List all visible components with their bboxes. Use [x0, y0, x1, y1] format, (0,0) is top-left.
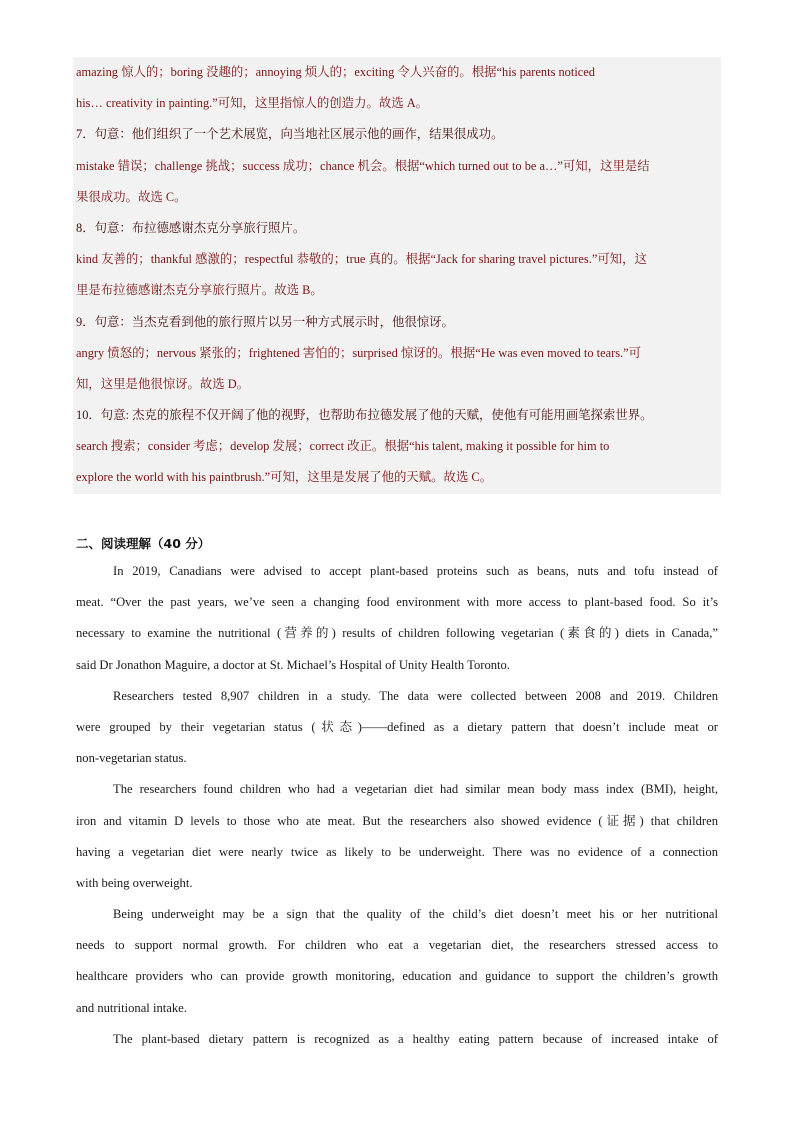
passage-line: iron and vitamin D levels to those who ate meat. But the researchers also showed evidence (证据) that children [76, 813, 718, 828]
answer-line: 8．句意：布拉德感谢杰克分享旅行照片。 [76, 220, 306, 235]
passage-line: non-vegetarian status. [76, 751, 187, 766]
answer-line: his… creativity in painting.”可知，这里指惊人的创造力。故选 A。 [76, 96, 429, 111]
passage-line: necessary to examine the nutritional (营养的) results of children following vegetarian (素食的) diets in Canada,” [76, 626, 718, 641]
passage-line: The researchers found children who had a vegetarian diet had similar mean body mass index (BMI), height, [113, 782, 718, 797]
passage-line: Being underweight may be a sign that the quality of the child’s diet doesn’t meet his or her nutritional [113, 907, 718, 922]
passage-line: with being overweight. [76, 875, 193, 890]
passage-line: healthcare providers who can provide growth monitoring, education and guidance to support the children’s growth [76, 969, 718, 984]
passage-line: said Dr Jonathon Maguire, a doctor at St. Michael’s Hospital of Unity Health Toronto. [76, 657, 510, 672]
reading-passage [76, 556, 718, 1055]
answer-line: 9．句意：当杰克看到他的旅行照片以另一种方式展示时，他很惊讶。 [76, 314, 454, 329]
passage-line: and nutritional intake. [76, 1000, 187, 1015]
answer-line: 7．句意：他们组织了一个艺术展览，向当地社区展示他的画作，结果很成功。 [76, 127, 504, 142]
answer-line: mistake 错误；challenge 挑战；success 成功；chance 机会。根据“which turned out to be a…”可知，这里是结 [76, 158, 650, 173]
section-title: 二、阅读理解（40 分） [76, 536, 211, 551]
answer-line: 10．句意: 杰克的旅程不仅开阔了他的视野，也帮助布拉德发展了他的天赋，使他有可能用画笔探索世界。 [76, 408, 653, 423]
answer-line: 知，这里是他很惊讶。故选 D。 [76, 376, 250, 391]
answer-line: explore the world with his paintbrush.”可知，这里是发展了他的天赋。故选 C。 [76, 470, 493, 485]
answer-line: search 搜索；consider 考虑；develop 发展；correct 改正。根据“his talent, making it possible for him to [76, 439, 610, 454]
passage-line: meat. “Over the past years, we’ve seen a changing food environment with more access to plant-based food. So it’s [76, 595, 718, 610]
passage-line: needs to support normal growth. For children who eat a vegetarian diet, the researchers stressed access to [76, 938, 718, 953]
passage-line: In 2019, Canadians were advised to accept plant-based proteins such as beans, nuts and tofu instead of [113, 564, 718, 578]
answer-line: amazing 惊人的；boring 没趣的；annoying 烦人的；exciting 令人兴奋的。根据“his parents noticed [76, 65, 595, 79]
passage-line: having a vegetarian diet were nearly twice as likely to be underweight. There was no evidence of a connection [76, 844, 718, 859]
answer-explanation-box [73, 57, 721, 494]
answer-line: 里是布拉德感谢杰克分享旅行照片。故选 B。 [76, 283, 323, 298]
answer-line: angry 愤怒的；nervous 紧张的；frightened 害怕的；surprised 惊讶的。根据“He was even moved to tears.”可 [76, 345, 642, 360]
passage-line: were grouped by their vegetarian status (状态)——defined as a dietary pattern that doesn’t include meat or [76, 719, 718, 734]
passage-line: Researchers tested 8,907 children in a study. The data were collected between 2008 and 2019. Children [113, 688, 718, 703]
passage-line: The plant-based dietary pattern is recognized as a healthy eating pattern because of increased intake of [113, 1031, 718, 1046]
answer-line: kind 友善的；thankful 感激的；respectful 恭敬的；true 真的。根据“Jack for sharing travel pictures.”可知，这 [76, 252, 647, 267]
answer-line: 果很成功。故选 C。 [76, 189, 187, 204]
